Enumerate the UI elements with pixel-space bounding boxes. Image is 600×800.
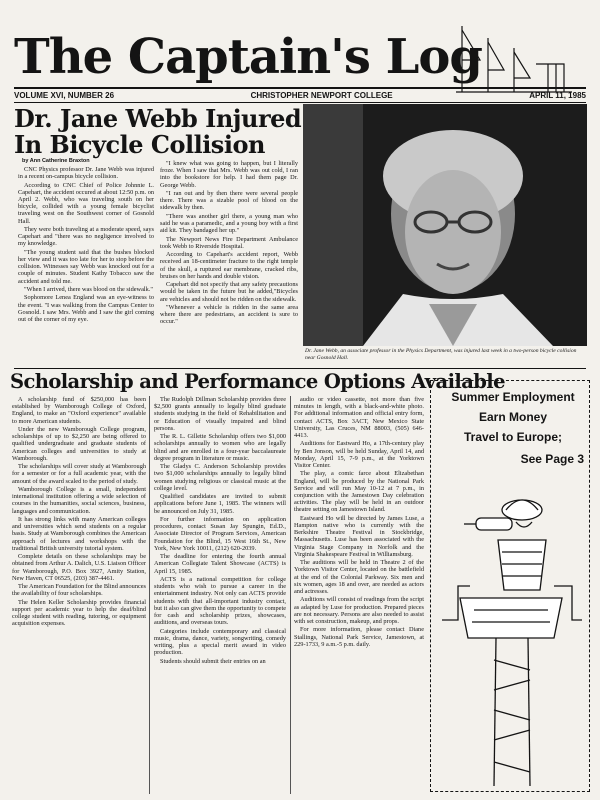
paragraph: Students should submit their entries on an (160, 657, 266, 665)
paragraph: Auditions will consist of readings from the script as adapted by Luse for production. Prepared pieces are not necessary. Persons are also needed to assist with set construction, makeup, and props. (294, 596, 424, 626)
paragraph: Categories include contemporary and classical music, drama, dance, variety, songwriting, comedy writing, plus a special merit award in video production. (154, 627, 286, 657)
byline: by Ann Catherine Braxton (22, 158, 90, 164)
top-rule (14, 87, 586, 89)
paragraph: "There was another girl there, a young man who said he was a paramedic, and a young boy with a first aid kit. They bandaged her up." (160, 212, 298, 235)
paragraph: Under the new Wamborough College program, scholarships of up to $2,250 are being offered to qualified undergraduate and graduate students of American colleges and universities to study at Wamborough. (12, 426, 146, 462)
paragraph: According to Capehart's accident report, Webb received an 18-centimeter fracture to the right temple of the skull, a ruptured ear membrane, cracked ribs, bruises on her hands and double vision. (160, 251, 298, 280)
paragraph: The R. L. Gillette Scholarship offers two $1,000 scholarships annually to women who are legally blind and are enrolled in a four-year baccalaureate degree program in literature or music. (154, 433, 286, 462)
volume-number: VOLUME XVI, NUMBER 26 (14, 90, 115, 100)
paragraph: "I ran out and by then there were several people there. There was a sizable pool of blood on the sidewalk by then. (160, 190, 298, 212)
portrait-image (303, 104, 587, 346)
paragraph: The deadline for entering the fourth annual American Collegiate Talent Showcase (ACTS) is April 15, 1985. (154, 553, 286, 575)
masthead-title: The Captain's Log (14, 29, 482, 85)
section-rule (14, 368, 586, 369)
paragraph: "The young student said that the bushes blocked her view and it was too late for her to stop before the collision. Witnesses say Webb was knocked out for a couple of minutes. Student Kathy Tobacco saw the accident and told me. (18, 248, 154, 285)
paragraph: For more information, please contact Diane Stallings, National Park Service, Jamestown, at 229-1733, 9 a.m.-5 p.m. daily. (294, 626, 424, 648)
paragraph: Complete details on these scholarships may be obtained from Arthur A. Dalich, U.S. Liaison Officer for Wamborough, P.O. Box 3927, Amity Station, New Haven, CT 06525, (203) 387-4461. (12, 553, 146, 582)
portrait-photo (303, 104, 587, 346)
paragraph: The Newport News Fire Department Ambulance took Webb to Riverside Hospital. (160, 235, 298, 250)
paragraph: It has strong links with many American colleges and universities which send students on a regular basis. Study at Wamborough combines the American approach of lectures and workshops with the traditional British university tutorial system. (12, 516, 146, 552)
paragraph: Eastward Ho will be directed by James Luse, a Hampton native who is currently with the Berkshire Theatre Festival in Stockbridge, Massachusetts. Luse has been associated with the Virginia Stage Company in Norfolk and the Virginia Shakespeare Festival in Williamsburg. (294, 514, 424, 558)
lead-story-column-1 (18, 166, 154, 370)
paragraph: The American Foundation for the Blind announces the availability of four scholarships. (12, 583, 146, 598)
paragraph: ACTS is a national competition for college students who wish to pursue a career in the entertainment industry. Not only can ACTS provide students with that all-important industry contact, but it also can give them the opportunity to compete for cash and scholarship prizes, showcases, auditions, and overseas tours. (154, 576, 286, 627)
scholarship-column-3 (294, 396, 424, 794)
lead-headline-line1: Dr. Jane Webb Injured (14, 104, 302, 133)
paragraph: audio or video cassette, not more than five minutes in length, with a black-and-white photo. For additional information and official entry form, contact ACTS, Box 3ACT, New Mexico State University, Las Cruces, NM 88003, (505) 646-4413. (294, 396, 424, 440)
ad-line-earn-money: Earn Money (478, 410, 547, 424)
paragraph: The Helen Keller Scholarship provides financial support per academic year to help the deaf/blind college student with reading, tutoring, or equipment acquisition expenses. (12, 598, 146, 628)
paragraph: Auditions for Eastward Ho, a 17th-century play by Ben Jonson, will be held Sunday, April 14, and Monday, April 15, 7-9 p.m., at the Yorktown Visitor Center. (294, 440, 424, 470)
paragraph: Sophomore Lenea England was an eye-witness to the event. "I was walking from the Campus Center to Gosnold. I saw Mrs. Webb and I saw the girl coming out of the corner of my eye. (18, 294, 154, 323)
ad-line-see-page: See Page 3 (520, 452, 584, 466)
ad-line-travel: Travel to Europe; (463, 430, 563, 444)
scholarship-column-2 (154, 396, 286, 794)
paragraph: The Rudolph Dillman Scholarship provides three $2,500 grants annually to legally blind graduate students studying in the field of Rehabilitation and or Education of visually impaired and blind persons. (154, 396, 286, 432)
paragraph: Capehart did not specify that any safety precautions would be taken in the future but he added,"Bicycles are vehicles and should not be ridden on the sidewalk. (160, 281, 298, 303)
paragraph: Qualified candidates are invited to submit applications before June 1, 1985. The winners will be announced on July 31, 1985. (154, 493, 286, 515)
scholarship-headline: Scholarship and Performance Options Available (10, 370, 505, 393)
college-name: CHRISTOPHER NEWPORT COLLEGE (250, 90, 393, 100)
issue-date: APRIL 11, 1985 (529, 90, 586, 100)
scholarship-column-1 (12, 396, 146, 794)
paragraph: For further information on application procedures, contact Susan Jay Spungin, Ed.D., Associate Director of Program Services, American Foundation for the Blind, 15 West 16th St., New York, New York 10011, (212) 620-2039. (154, 516, 286, 552)
paragraph: The scholarships will cover study at Wamborough for a semester or for a full academic year, with the amount of the award scaled to the period of study. (12, 463, 146, 485)
paragraph: They were both traveling at a moderate speed, says Capehart and "there was no negligence involved to my knowledge. (18, 226, 154, 248)
paragraph: The play, a comic farce about Elizabethan England, will be produced by the National Park Service and will run May 10-12 at 7 p.m., in conjunction with the Jamestown Day celebration activities. The play will be held in an outdoor theatre setting on Jamestown Island. (294, 470, 424, 514)
lead-story-column-2 (160, 160, 298, 370)
column-divider (149, 396, 150, 794)
paragraph: The Gladys C. Anderson Scholarship provides two $1,000 scholarships annually to legally blind women studying religious or classical music at the college level. (154, 463, 286, 492)
column-divider (290, 396, 291, 794)
paragraph: According to CNC Chief of Police Johnnie L. Capehart, the accident occured at about 12:50 p.m. on April 2. Webb, who was traveling south on her bicycle, collided with a young female bicyclist traveling west on the Southwest corner of Gosnold Hall. (18, 181, 154, 225)
paragraph: "I knew what was going to happen, but I literally froze. When I saw that Mrs. Webb was out cold, I ran into the bookstore for help. I had them page Dr. George Webb. (160, 160, 298, 189)
paragraph: "Whenever a vehicle is ridden in the same area where there are pedestrians, an accident is sure to occur." (160, 303, 298, 326)
lead-headline (14, 106, 304, 158)
sailor-lookout-icon (436, 470, 586, 790)
dateline-rule (14, 102, 586, 103)
dateline (14, 88, 586, 102)
paragraph: "When I arrived, there was blood on the sidewalk." (24, 286, 153, 293)
paragraph: Wamborough College is a small, independent international institution offering a wide selection of courses in the humanities, social sciences, business, languages and communication. (12, 486, 146, 515)
paragraph: The auditions will be held in Theatre 2 of the Yorktown Visitor Center, located on the battlefield at the end of the Colonial Parkway. Six men and six women, ages 18 and over, are needed as actors and actresses. (294, 559, 424, 596)
photo-caption: Dr. Jane Webb, an associate professor in the Physics Department, was injured last week in a two-person bicycle collision near Gosnold Hall. (305, 348, 577, 361)
lead-headline-line2: In Bicycle Collision (14, 130, 265, 159)
paragraph: CNC Physics professor Dr. Jane Webb was injured in a recent on-campus bicycle collision. (18, 166, 154, 181)
ad-line-summer-employment: Summer Employment (451, 390, 575, 404)
paragraph: A scholarship fund of $250,000 has been established by Wamborough College of Oxford, England, to make an "Oxford experience" available to more American students. (12, 396, 146, 425)
